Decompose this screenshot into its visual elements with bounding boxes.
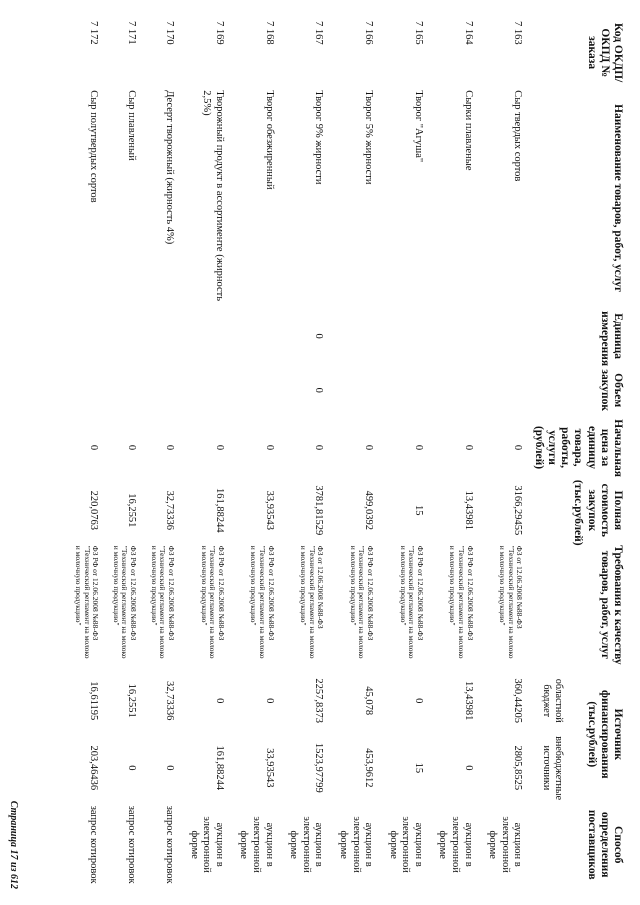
offbudget-cell: 33,93543 <box>263 748 275 788</box>
total-cell: 499,0392 <box>363 490 375 530</box>
table-row <box>231 18 281 888</box>
regional-budget-cell: 2257,8373 <box>313 678 325 724</box>
requirements-cell: ФЗ РФ от 12.06.2008 №88-ФЗ "Технический регламент на молоко и молочную продукцию" <box>199 545 226 659</box>
volume-cell <box>231 363 281 417</box>
unit-price-cell: 0 <box>412 444 424 451</box>
header-volume: Объем закупок <box>598 369 624 411</box>
total-cell: 220,0763 <box>88 490 100 530</box>
volume-cell <box>430 363 480 417</box>
offbudget-cell: 1523,97799 <box>313 742 325 793</box>
code-cell: 7 167 <box>313 21 325 45</box>
name-cell: Сыр полутвердых сортов <box>88 90 100 203</box>
unit-cell <box>143 309 181 363</box>
total-cell: 32,73336 <box>164 490 175 530</box>
regional-budget-cell: 16,61195 <box>88 681 100 721</box>
unit-price-cell: 0 <box>462 444 474 451</box>
regional-budget-cell: 0 <box>263 698 275 704</box>
volume-cell <box>105 363 143 417</box>
header-code: Код ОКДП/ ОКПД № заказа <box>585 23 624 83</box>
method-cell: запрос котировок <box>164 805 175 884</box>
code-cell: 7 164 <box>462 21 474 45</box>
volume-cell <box>480 363 530 417</box>
method-cell: аукцион в электронной форме <box>238 816 275 873</box>
regional-budget-cell: 16,2551 <box>126 683 138 718</box>
table-row <box>67 18 105 888</box>
unit-cell <box>105 309 143 363</box>
requirements-cell: ФЗ РФ от 12.06.2008 №88-ФЗ "Технический регламент на молоко и молочную продукцию" <box>149 545 176 659</box>
regional-budget-cell: 45,078 <box>363 686 375 716</box>
name-cell: Творожный продукт в ассортименте (жирность 2,5%) <box>201 90 225 301</box>
method-cell: аукцион в электронной форме <box>487 816 524 873</box>
name-cell: Сыр твердых сортов <box>512 90 524 182</box>
name-cell: Сыр плавленый <box>126 90 138 161</box>
code-cell: 7 168 <box>263 21 275 45</box>
name-cell: Десерт творожный (жирность 4%) <box>164 90 175 245</box>
total-cell: 161,88244 <box>213 487 225 533</box>
unit-cell <box>330 309 380 363</box>
method-cell: аукцион в электронной форме <box>188 816 225 873</box>
offbudget-cell: 15 <box>412 762 424 774</box>
name-cell: Сырки плавленые <box>462 90 474 171</box>
header-name: Наименование товаров, работ, услуг <box>612 104 624 293</box>
table-row <box>181 18 231 888</box>
unit-price-cell: 0 <box>313 444 325 451</box>
code-cell: 7 166 <box>363 21 375 45</box>
method-cell: запрос котировок <box>126 805 138 884</box>
table-row <box>480 18 530 888</box>
regional-budget-cell: 13,43981 <box>462 681 474 721</box>
offbudget-cell: 203,46436 <box>88 745 100 791</box>
total-cell: 3166,29455 <box>512 485 524 536</box>
requirements-cell: ФЗ от 12.06.2008 №88-ФЗ "Технический регламент на молоко и молочную продукцию" <box>498 545 525 659</box>
volume-cell <box>380 363 430 417</box>
code-cell: 7 169 <box>213 21 225 45</box>
requirements-cell: ФЗ РФ от 12.06.2008 №88-ФЗ "Технический регламент на молоко и молочную продукцию" <box>398 545 425 659</box>
table-row <box>281 18 331 888</box>
requirements-cell: ФЗ РФ от 12.06.2008 №88-ФЗ "Технический регламент на молоко и молочную продукцию" <box>448 545 475 659</box>
procurement-table <box>67 18 626 888</box>
table-row <box>330 18 380 888</box>
header-row <box>568 18 626 888</box>
name-cell: Творог 5% жирности <box>363 90 375 185</box>
unit-price-cell: 0 <box>88 444 100 451</box>
total-cell: 16,2551 <box>126 493 138 528</box>
unit-cell <box>430 309 480 363</box>
total-cell: 13,43981 <box>462 490 474 530</box>
header-regional-budget: областной бюджет <box>541 678 564 723</box>
name-cell: Творог обезжиренный <box>263 90 275 190</box>
method-cell: аукцион в электронной форме <box>337 816 375 873</box>
unit-cell <box>480 309 530 363</box>
table-row <box>105 18 143 888</box>
code-cell: 7 171 <box>126 21 138 45</box>
total-cell: 33,93543 <box>263 490 275 530</box>
header-offbudget: внебюджетные источники <box>541 736 564 801</box>
requirements-cell: ФЗ РФ от 12.06.2008 №88-ФЗ "Технический регламент на молоко и молочную продукцию" <box>74 545 101 659</box>
requirements-cell: ФЗ от 12.06.2008 №88-ФЗ "Технический регламент на молоко и молочную продукцию" <box>299 545 326 659</box>
unit-cell <box>380 309 430 363</box>
unit-cell <box>181 309 231 363</box>
regional-budget-cell: 32,73336 <box>164 681 175 721</box>
page-footer: Страница 17 из 612 <box>8 800 19 889</box>
unit-price-cell: 0 <box>126 444 138 451</box>
table-row <box>380 18 430 888</box>
volume-cell <box>181 363 231 417</box>
regional-budget-cell: 360,44205 <box>512 678 524 724</box>
volume-cell <box>67 363 105 417</box>
volume-cell <box>143 363 181 417</box>
total-cell: 3781,81529 <box>313 485 325 536</box>
unit-price-cell: 0 <box>263 444 275 451</box>
method-cell: аукцион в электронной форме <box>288 816 325 873</box>
unit-cell: 0 <box>313 333 325 339</box>
offbudget-cell: 161,88244 <box>213 745 225 791</box>
unit-price-cell: 0 <box>363 444 375 451</box>
offbudget-cell: 0 <box>164 765 175 771</box>
unit-price-cell: 0 <box>512 444 524 451</box>
requirements-cell: ФЗ РФ от 12.06.2008 №88-ФЗ "Технический регламент на молоко и молочную продукцию" <box>249 545 276 659</box>
requirements-cell: ФЗ РФ от 12.06.2008 №88-ФЗ "Технический регламент на молоко и молочную продукцию" <box>111 545 139 659</box>
code-cell: 7 163 <box>512 21 524 45</box>
header-unit-price: Начальная цена за единицу товара, работы, услуги (рублей) <box>532 419 624 477</box>
header-sources: Источник финансирования (тыс.рублей) <box>585 689 624 779</box>
unit-price-cell: 0 <box>164 444 175 451</box>
method-cell: запрос котировок <box>88 805 100 884</box>
header-unit: Единица измерения <box>598 311 624 367</box>
header-total: Полная стоимость закупок (тыс.рублей) <box>572 479 624 546</box>
method-cell: аукцион в электронной форме <box>387 816 424 873</box>
table-row <box>143 18 181 888</box>
offbudget-cell: 453,9612 <box>363 748 375 788</box>
requirements-cell: ФЗ РФ от 12.06.2008 №88-ФЗ "Технический регламент на молоко и молочную продукцию" <box>348 545 376 659</box>
offbudget-cell: 0 <box>462 765 474 771</box>
name-cell: Творог 9% жирности <box>313 90 325 185</box>
table-body <box>67 18 529 888</box>
volume-cell <box>330 363 380 417</box>
total-cell: 15 <box>412 505 424 516</box>
code-cell: 7 170 <box>164 21 175 45</box>
unit-cell <box>67 309 105 363</box>
method-cell: аукцион в электронной форме <box>437 816 474 873</box>
name-cell: Творог "Агуша" <box>412 90 424 163</box>
code-cell: 7 172 <box>88 21 100 45</box>
header-method: Способ определения поставщиков <box>585 809 624 880</box>
table-row <box>430 18 480 888</box>
offbudget-cell: 0 <box>126 765 138 771</box>
unit-price-cell: 0 <box>213 444 225 451</box>
unit-cell <box>231 309 281 363</box>
regional-budget-cell: 0 <box>213 698 225 704</box>
volume-cell: 0 <box>313 387 325 393</box>
offbudget-cell: 2805,8525 <box>512 745 524 791</box>
header-requirements: Требования к качеству товаров, работ, услуг <box>598 545 624 665</box>
code-cell: 7 165 <box>412 21 424 45</box>
regional-budget-cell: 0 <box>412 698 424 704</box>
